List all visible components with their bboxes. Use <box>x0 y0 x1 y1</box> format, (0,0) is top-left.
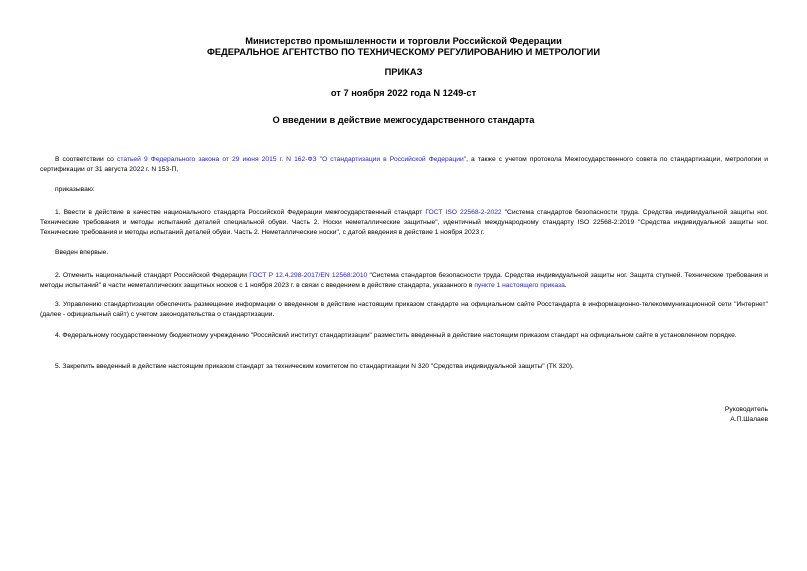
item-2-paragraph <box>40 271 768 291</box>
signatory-name: А.П.Шалаев <box>730 416 768 423</box>
preamble-paragraph <box>40 155 768 175</box>
orders-text: приказываю: <box>55 186 95 193</box>
preamble-text-1: В соответствии со <box>55 156 117 163</box>
item-1-text-2: "Система стандартов безопасности труда. Средства индивидуальной защиты ног. Технические требования и методы испытаний деталей специальной обуви. Часть 2. Носки неметаллические защитные", идентичный международному стандарту ISO 22568-2:2019 "Средства индивидуальной защиты ног. Технические требования и методы испытаний деталей обуви. Часть 2. Неметаллические носки", с датой введения в действие 1 ноября 2023 г. <box>40 209 768 236</box>
gost-r-12-4-298-link[interactable]: ГОСТ Р 12.4.298-2017/EN 12568:2010 <box>249 272 368 279</box>
intro-text: Введен впервые. <box>55 249 109 256</box>
signatory-position: Руководитель <box>724 406 768 413</box>
order-title: О введении в действие межгосударственного стандарта <box>272 115 535 125</box>
item-1-reference-link[interactable]: пункте 1 настоящего приказа <box>474 282 565 289</box>
item-4-paragraph <box>40 331 768 341</box>
document-type: ПРИКАЗ <box>384 67 423 77</box>
agency-name: ФЕДЕРАЛЬНОЕ АГЕНТСТВО ПО ТЕХНИЧЕСКОМУ РЕГУЛИРОВАНИЮ И МЕТРОЛОГИИ <box>206 47 601 57</box>
item-2-text-1: 2. Отменить национальный стандарт Российской Федерации <box>55 272 250 279</box>
item-3-paragraph <box>40 300 768 320</box>
gost-iso-22568-link[interactable]: ГОСТ ISO 22568-2-2022 <box>425 209 502 216</box>
intro-paragraph <box>40 248 768 258</box>
federal-law-link[interactable]: статьей 9 Федерального закона от 29 июня 2015 г. N 162-ФЗ "О стандартизации в Российской Федерации" <box>116 156 467 163</box>
preamble-text-2: , а также с учетом протокола Межгосударственного совета по стандартизации, метрологии и сертификации от 31 августа 2022 г. N 153-П, <box>40 156 769 173</box>
item-2-text-2: "Система стандартов безопасности труда. Средства индивидуальной защиты ног. Защита ступней. Технические требования и методы испытаний" в части неметаллических защитных носков с 1 ноября 2023 г. в связи с введением в действие стандарта, указанного в <box>40 272 768 289</box>
item-1-paragraph <box>40 208 768 238</box>
item-5-text: 5. Закрепить введенный в действие настоящим приказом стандарт за техническим комитетом по стандартизации N 320 "Средства индивидуальной защиты" (ТК 320). <box>55 363 574 370</box>
item-3-text: 3. Управлению стандартизации обеспечить размещение информации о введенном в действие настоящим приказом стандарте на официальном сайте Росстандарта в информационно-телекоммуникационной сети "Интернет" (далее - официальный сайт) с учетом законодательства о стандартизации. <box>40 301 768 318</box>
orders-paragraph <box>40 185 768 195</box>
item-5-paragraph <box>40 362 768 372</box>
ministry-name: Министерство промышленности и торговли Российской Федерации <box>245 36 562 46</box>
item-1-text-1: 1. Ввести в действие в качестве национального стандарта Российской Федерации межгосударственный стандарт <box>55 209 426 216</box>
item-2-text-3: . <box>564 282 567 289</box>
order-date-number: от 7 ноября 2022 года N 1249-ст <box>330 88 477 98</box>
item-4-text: 4. Федеральному государственному бюджетному учреждению "Российский институт стандартизации" разместить введенный в действие настоящим приказом стандарт на официальном сайте в установленном порядке. <box>55 332 737 339</box>
